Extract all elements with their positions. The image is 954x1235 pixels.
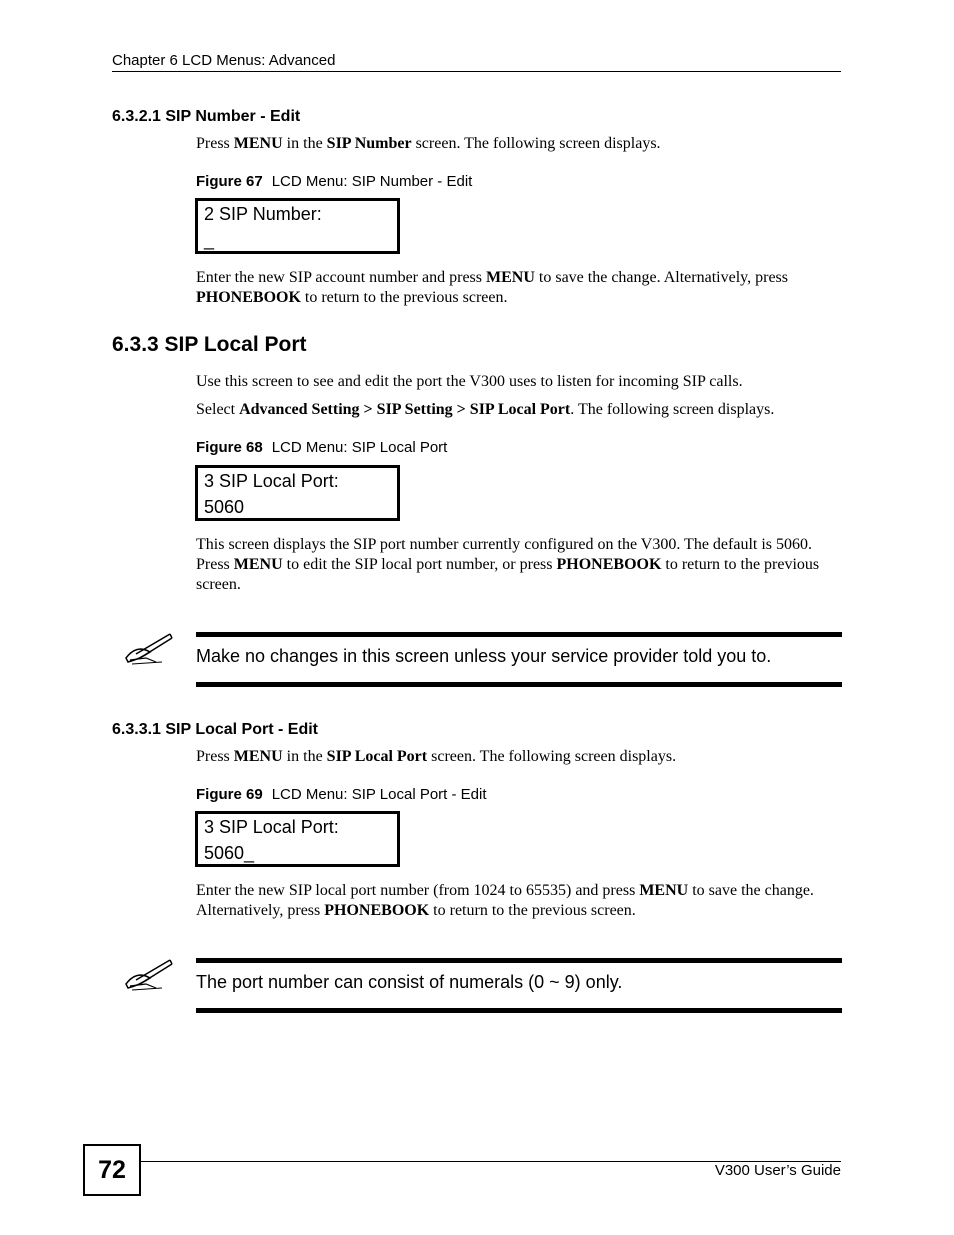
para-sip-number-intro: Press MENU in the SIP Number screen. The following screen displays.: [196, 135, 661, 152]
running-header: Chapter 6 LCD Menus: Advanced: [112, 52, 336, 69]
lcd-line-2: 5060_: [204, 843, 255, 863]
note-bottom-rule: [196, 1008, 842, 1013]
note-text-numerals: The port number can consist of numerals (0 ~ 9) only.: [196, 972, 623, 992]
note-text-no-changes: Make no changes in this screen unless your service provider told you to.: [196, 646, 772, 666]
guide-title: V300 User’s Guide: [714, 1162, 841, 1179]
header-rule: [112, 71, 841, 72]
lcd-line-1: 3 SIP Local Port:: [204, 471, 339, 491]
lcd-line-2: 5060: [204, 497, 245, 517]
note-pen-icon: [122, 958, 176, 994]
para-local-port-edit-body: Enter the new SIP local port number (from 1024 to 65535) and press MENU to save the change. Alternatively, press PHONEBOOK to return to the previous screen.: [196, 882, 814, 919]
para-local-port-body: This screen displays the SIP port number currently configured on the V300. The default is 5060. Press MENU to edit the SIP local port number, or press PHONEBOOK to return to the previous screen.: [196, 536, 820, 593]
heading-6-3-2-1: 6.3.2.1 SIP Number - Edit: [112, 108, 301, 125]
note-pen-icon: [122, 632, 176, 668]
lcd-line-2: _: [204, 230, 215, 250]
figure-69-caption: Figure 69 LCD Menu: SIP Local Port - Edit: [196, 786, 487, 803]
lcd-screen-sip-local-port-edit: [195, 811, 400, 867]
figure-67-caption: Figure 67 LCD Menu: SIP Number - Edit: [196, 173, 473, 190]
para-local-port-desc: Use this screen to see and edit the port the V300 uses to listen for incoming SIP calls.: [196, 373, 743, 390]
note-top-rule: [196, 632, 842, 637]
lcd-screen-sip-local-port: [195, 465, 400, 521]
lcd-screen-sip-number-edit: [195, 198, 400, 254]
heading-6-3-3: 6.3.3 SIP Local Port: [112, 333, 307, 356]
para-local-port-select: Select Advanced Setting > SIP Setting > SIP Local Port. The following screen displays.: [196, 401, 775, 418]
lcd-line-1: 2 SIP Number:: [204, 204, 322, 224]
page-number: 72: [83, 1144, 141, 1196]
para-local-port-edit-intro: Press MENU in the SIP Local Port screen. The following screen displays.: [196, 748, 677, 765]
figure-68-caption: Figure 68 LCD Menu: SIP Local Port: [196, 439, 448, 456]
note-bottom-rule: [196, 682, 842, 687]
para-sip-number-body: Enter the new SIP account number and press MENU to save the change. Alternatively, press PHONEBOOK to return to the previous screen.: [196, 269, 788, 306]
lcd-line-1: 3 SIP Local Port:: [204, 817, 339, 837]
note-top-rule: [196, 958, 842, 963]
heading-6-3-3-1: 6.3.3.1 SIP Local Port - Edit: [112, 721, 318, 738]
